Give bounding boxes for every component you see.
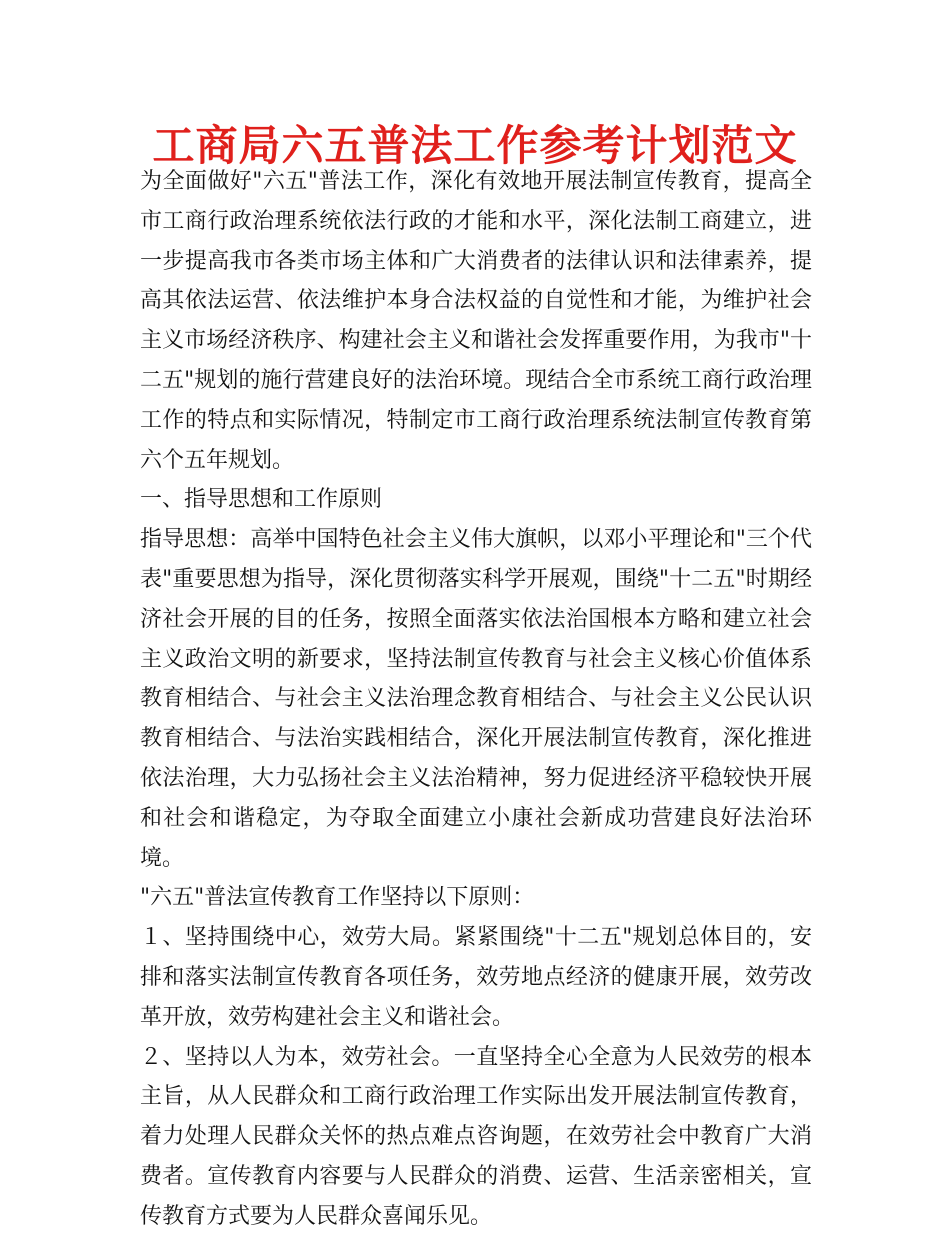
section-heading: 一、指导思想和工作原则 [140, 487, 383, 513]
document-body [140, 162, 812, 1237]
paragraph-principles-intro: "六五"普法宣传教育工作坚持以下原则： [140, 885, 535, 911]
paragraph-guiding-thought: 指导思想：高举中国特色社会主义伟大旗帜，以邓小平理论和"三个代表"重要思想为指导，深化贯彻落实科学开展观，围绕"十二五"时期经济社会开展的目的任务，按照全面落实依法治国根本方略和建立社会主义政治文明的新要求，坚持法制宣传教育与社会主义核心价值体系教育相结合、与社会主义法治理念教育相结合、与社会主义公民认识教育相结合、与法治实践相结合，深化开展法制宣传教育，深化推进依法治理，大力弘扬社会主义法治精神，努力促进经济平稳较快开展和社会和谐稳定，为夺取全面建立小康社会新成功营建良好法治环境。 [140, 527, 812, 871]
paragraph-principle-1: １、坚持围绕中心，效劳大局。紧紧围绕"十二五"规划总体目的，安排和落实法制宣传教育各项任务，效劳地点经济的健康开展，效劳改革开放，效劳构建社会主义和谐社会。 [140, 925, 812, 1030]
paragraph-intro: 为全面做好"六五"普法工作，深化有效地开展法制宣传教育，提高全市工商行政治理系统依法行政的才能和水平，深化法制工商建立，进一步提高我市各类市场主体和广大消费者的法律认识和法律素养，提高其依法运营、依法维护本身合法权益的自觉性和才能，为维护社会主义市场经济秩序、构建社会主义和谐社会发挥重要作用，为我市"十二五"规划的施行营建良好的法治环境。现结合全市系统工商行政治理工作的特点和实际情况，特制定市工商行政治理系统法制宣传教育第六个五年规划。 [140, 169, 812, 473]
paragraph-principle-2: ２、坚持以人为本，效劳社会。一直坚持全心全意为人民效劳的根本主旨，从人民群众和工商行政治理工作实际出发开展法制宣传教育，着力处理人民群众关怀的热点难点咨询题，在效劳社会中教育广大消费者。宣传教育内容要与人民群众的消费、运营、生活亲密相关，宣传教育方式要为人民群众喜闻乐见。 [140, 1044, 812, 1229]
document-title: 工商局六五普法工作参考计划范文 [152, 121, 798, 170]
